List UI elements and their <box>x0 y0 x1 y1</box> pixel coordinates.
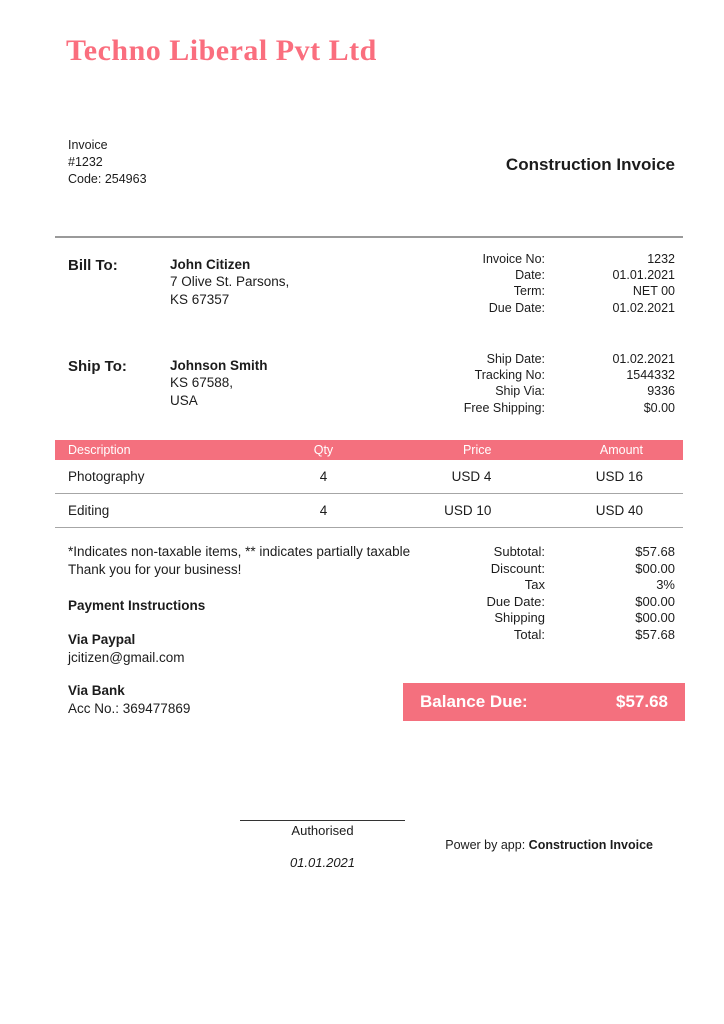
bill-to-address <box>170 256 289 308</box>
detail-label: Date: <box>515 268 545 283</box>
item-description: Photography <box>68 469 145 484</box>
notes-line1: *Indicates non-taxable items, ** indicates partially taxable <box>68 544 411 559</box>
totals-label: Discount: <box>490 560 545 576</box>
header-amount: Amount <box>599 443 643 457</box>
detail-row-term <box>375 283 675 299</box>
signed-date: 01.01.2021 <box>289 855 356 870</box>
bank-block <box>68 682 190 718</box>
balance-due-label: Balance Due: <box>420 692 528 711</box>
detail-label: Free Shipping: <box>463 400 545 415</box>
totals <box>375 544 675 644</box>
bill-to-address-line1: 7 Olive St. Parsons, <box>170 274 290 290</box>
detail-value: 01.01.2021 <box>612 268 675 283</box>
power-by-app <box>445 838 653 852</box>
detail-value: 9336 <box>647 384 675 399</box>
detail-label: Ship Date: <box>486 352 545 366</box>
detail-label: Ship Via: <box>495 384 545 399</box>
detail-value: 1544332 <box>626 368 675 383</box>
detail-value: 1232 <box>647 252 675 266</box>
detail-label: Due Date: <box>488 300 545 315</box>
totals-label: Due Date: <box>486 593 545 609</box>
ship-to-name: Johnson Smith <box>170 358 268 373</box>
invoice-details <box>375 251 675 316</box>
app-name: Construction Invoice <box>528 838 653 852</box>
item-description: Editing <box>68 503 110 518</box>
ship-details <box>375 351 675 416</box>
signature-line <box>240 820 405 838</box>
bill-to-address-line2: KS 67357 <box>170 291 230 307</box>
item-price: USD 4 <box>451 469 492 484</box>
totals-value: $00.00 <box>635 593 675 609</box>
detail-value: 01.02.2021 <box>612 300 675 315</box>
totals-row-due-date <box>375 594 675 611</box>
item-price: USD 10 <box>444 503 492 518</box>
totals-value: $57.68 <box>635 544 675 559</box>
invoice-code: Code: 254963 <box>68 171 147 186</box>
invoice-meta <box>68 137 147 187</box>
document-title: Construction Invoice <box>505 155 675 174</box>
totals-label: Tax <box>524 577 545 593</box>
detail-label: Term: <box>513 284 545 299</box>
balance-due-amount: $57.68 <box>616 692 668 711</box>
detail-row-ship-date <box>375 351 675 367</box>
header-divider <box>55 236 683 238</box>
company-title: Techno Liberal Pvt Ltd <box>66 34 377 67</box>
ship-to-address-line1: KS 67588, <box>170 375 234 391</box>
paypal-email: jcitizen@gmail.com <box>68 650 185 665</box>
totals-row-discount <box>375 561 675 578</box>
header-description: Description <box>68 443 131 457</box>
totals-label: Shipping <box>494 610 545 626</box>
totals-label: Total: <box>513 626 545 642</box>
detail-value: $0.00 <box>643 400 675 415</box>
item-qty: 4 <box>319 503 328 518</box>
item-qty: 4 <box>319 469 328 484</box>
totals-row-subtotal <box>375 544 675 561</box>
invoice-number: #1232 <box>68 154 103 169</box>
ship-to-address-line2: USA <box>170 392 198 408</box>
bank-account-number: Acc No.: 369477869 <box>68 701 191 716</box>
detail-row-ship-via <box>375 383 675 399</box>
invoice-meta-label: Invoice <box>68 138 108 152</box>
totals-row-tax <box>375 577 675 594</box>
header-price: Price <box>462 443 492 457</box>
detail-row-free-shipping <box>375 400 675 416</box>
detail-row-date <box>375 267 675 283</box>
totals-value: $00.00 <box>635 610 675 626</box>
power-by-label: Power by app: <box>445 838 526 852</box>
paypal-heading: Via Paypal <box>68 632 136 647</box>
detail-label: Tracking No: <box>474 368 545 383</box>
totals-value: 3% <box>656 577 675 593</box>
detail-row-due-date <box>375 300 675 316</box>
notes-line2: Thank you for your business! <box>68 561 242 577</box>
item-amount: USD 16 <box>595 469 643 484</box>
bill-to-name: John Citizen <box>170 257 251 272</box>
table-row <box>55 460 683 494</box>
ship-to-label: Ship To: <box>68 358 127 375</box>
totals-value: $00.00 <box>635 560 675 576</box>
notes <box>68 543 410 578</box>
items-table-header <box>55 440 683 460</box>
totals-row-shipping <box>375 610 675 627</box>
totals-row-total <box>375 627 675 644</box>
detail-value: 01.02.2021 <box>612 352 675 366</box>
detail-label: Invoice No: <box>482 252 545 266</box>
item-amount: USD 40 <box>595 503 643 518</box>
payment-instructions-heading: Payment Instructions <box>68 598 206 613</box>
totals-value: $57.68 <box>635 626 675 642</box>
header-qty: Qty <box>313 443 334 457</box>
bill-to-label: Bill To: <box>68 257 118 274</box>
authorised-label: Authorised <box>291 823 354 838</box>
items-table-body <box>55 460 683 528</box>
bank-heading: Via Bank <box>68 683 125 698</box>
totals-label: Subtotal: <box>493 544 545 559</box>
detail-row-tracking-no <box>375 367 675 383</box>
table-row <box>55 494 683 528</box>
detail-value: NET 00 <box>632 284 675 299</box>
balance-due-bar <box>403 683 685 721</box>
paypal-block <box>68 631 184 667</box>
ship-to-address <box>170 357 268 409</box>
detail-row-invoice-no <box>375 251 675 267</box>
